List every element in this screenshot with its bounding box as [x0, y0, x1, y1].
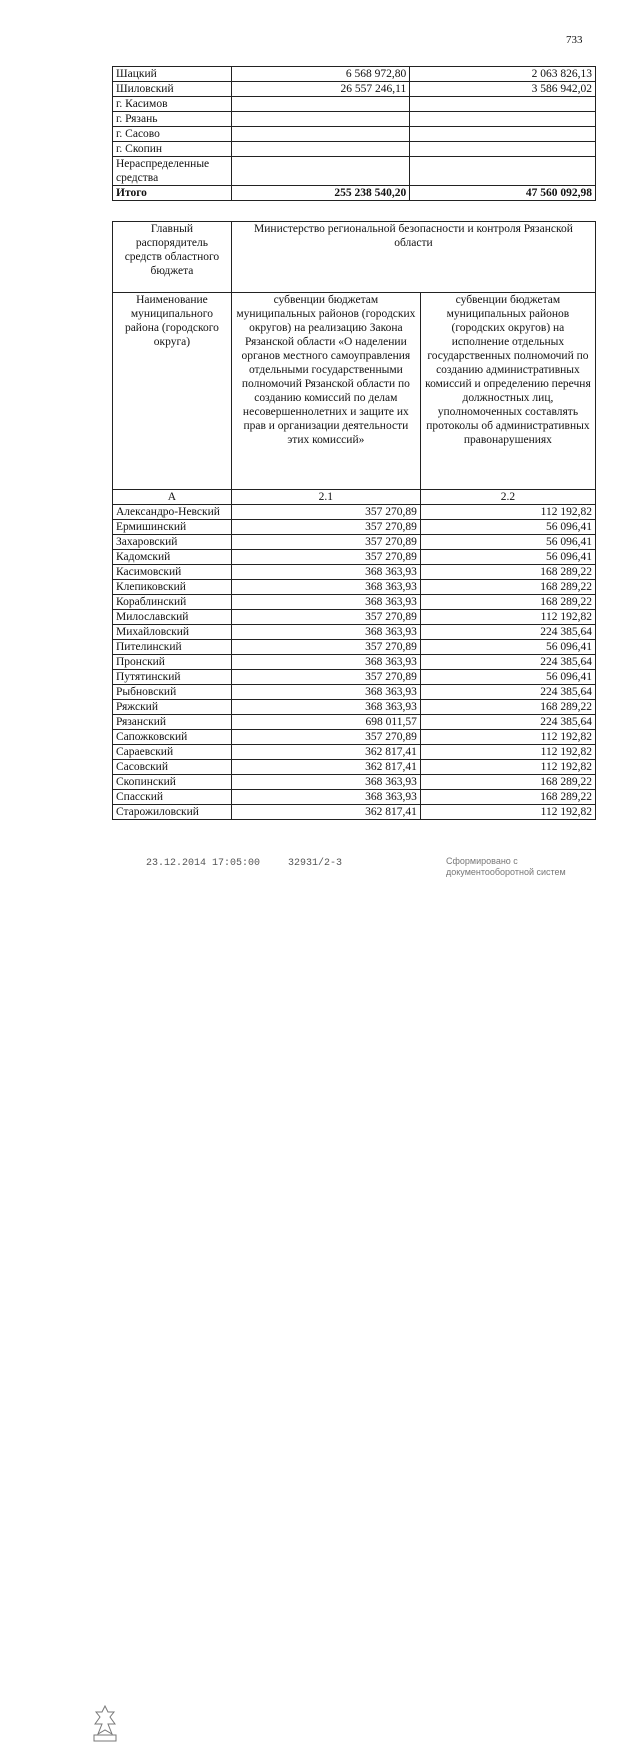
value-2-1: 368 363,93: [231, 625, 420, 640]
district-name: Пронский: [113, 655, 232, 670]
row-value-a: [231, 112, 409, 127]
district-name: Сасовский: [113, 760, 232, 775]
value-2-2: 112 192,82: [420, 805, 595, 820]
summary-row: [113, 97, 596, 112]
total-value-b: 47 560 092,98: [410, 186, 596, 201]
district-name: Рязанский: [113, 715, 232, 730]
district-row: [113, 805, 596, 820]
district-row: [113, 715, 596, 730]
district-row: [113, 595, 596, 610]
value-2-1: 368 363,93: [231, 580, 420, 595]
value-2-1: 368 363,93: [231, 700, 420, 715]
column-label: Наименование муниципального района (городского округа): [113, 293, 232, 490]
value-2-1: 357 270,89: [231, 730, 420, 745]
value-2-1: 357 270,89: [231, 535, 420, 550]
header-main-value: Министерство региональной безопасности и контроля Рязанской области: [231, 222, 595, 293]
district-name: Александро-Невский: [113, 505, 232, 520]
district-row: [113, 640, 596, 655]
district-row: [113, 625, 596, 640]
index-2-2: 2.2: [420, 490, 595, 505]
value-2-1: 362 817,41: [231, 760, 420, 775]
footer-datetime: 23.12.2014 17:05:00: [146, 858, 261, 869]
district-row: [113, 730, 596, 745]
summary-row: [113, 112, 596, 127]
value-2-1: 357 270,89: [231, 550, 420, 565]
total-row: [113, 186, 596, 201]
district-name: Путятинский: [113, 670, 232, 685]
value-2-1: 357 270,89: [231, 520, 420, 535]
district-name: Михайловский: [113, 625, 232, 640]
value-2-2: 56 096,41: [420, 640, 595, 655]
total-label: Итого: [113, 186, 232, 201]
value-2-1: 368 363,93: [231, 595, 420, 610]
footer-doc-id: 32931/2-3: [288, 858, 343, 869]
summary-row: [113, 157, 596, 186]
district-row: [113, 670, 596, 685]
row-value-b: 3 586 942,02: [410, 82, 596, 97]
district-name: Захаровский: [113, 535, 232, 550]
footer-system-line1: Сформировано с: [446, 856, 518, 866]
district-row: [113, 565, 596, 580]
value-2-2: 168 289,22: [420, 790, 595, 805]
district-name: Ряжский: [113, 700, 232, 715]
value-2-1: 368 363,93: [231, 685, 420, 700]
district-name: Сапожковский: [113, 730, 232, 745]
district-row: [113, 520, 596, 535]
value-2-2: 112 192,82: [420, 745, 595, 760]
district-name: Старожиловский: [113, 805, 232, 820]
district-row: [113, 685, 596, 700]
page-number: 733: [566, 34, 583, 46]
district-row: [113, 535, 596, 550]
row-name: г. Касимов: [113, 97, 232, 112]
header-row-columns: [113, 293, 596, 490]
district-name: Ермишинский: [113, 520, 232, 535]
row-value-a: [231, 142, 409, 157]
summary-row: [113, 142, 596, 157]
value-2-2: 112 192,82: [420, 760, 595, 775]
district-name: Кораблинский: [113, 595, 232, 610]
district-name: Спасский: [113, 790, 232, 805]
value-2-1: 368 363,93: [231, 775, 420, 790]
subvention-table: [112, 221, 596, 820]
row-value-b: 2 063 826,13: [410, 67, 596, 82]
district-row: [113, 550, 596, 565]
summary-row: [113, 82, 596, 97]
row-name: Нераспределенные средства: [113, 157, 232, 186]
value-2-1: 357 270,89: [231, 640, 420, 655]
column-2-2: субвенции бюджетам муниципальных районов (городских округов) на исполнение отдельных государственных полномочий по созданию административных комиссий и определению перечня должностных лиц, уполномоченных составлять протоколы об административных правонарушениях: [420, 293, 595, 490]
district-name: Кадомский: [113, 550, 232, 565]
row-name: Шиловский: [113, 82, 232, 97]
row-value-a: [231, 97, 409, 112]
value-2-2: 168 289,22: [420, 775, 595, 790]
row-name: г. Сасово: [113, 127, 232, 142]
value-2-2: 224 385,64: [420, 655, 595, 670]
row-value-a: 6 568 972,80: [231, 67, 409, 82]
value-2-2: 56 096,41: [420, 550, 595, 565]
value-2-1: 368 363,93: [231, 790, 420, 805]
value-2-1: 362 817,41: [231, 745, 420, 760]
summary-row: [113, 127, 596, 142]
summary-table: [112, 66, 596, 201]
index-a: А: [113, 490, 232, 505]
row-name: Шацкий: [113, 67, 232, 82]
value-2-1: 698 011,57: [231, 715, 420, 730]
value-2-2: 168 289,22: [420, 700, 595, 715]
header-main-label: Главный распорядитель средств областного бюджета: [113, 222, 232, 293]
total-value-a: 255 238 540,20: [231, 186, 409, 201]
index-row: [113, 490, 596, 505]
value-2-2: 224 385,64: [420, 625, 595, 640]
row-value-a: [231, 157, 409, 186]
emblem-icon: [90, 1704, 120, 1744]
header-row-main: [113, 222, 596, 293]
index-2-1: 2.1: [231, 490, 420, 505]
district-name: Милославский: [113, 610, 232, 625]
value-2-2: 224 385,64: [420, 715, 595, 730]
value-2-2: 112 192,82: [420, 505, 595, 520]
value-2-1: 357 270,89: [231, 670, 420, 685]
value-2-2: 112 192,82: [420, 610, 595, 625]
row-value-a: 26 557 246,11: [231, 82, 409, 97]
value-2-2: 168 289,22: [420, 595, 595, 610]
column-2-1: субвенции бюджетам муниципальных районов (городских округов) на реализацию Закона Рязанской области «О наделении органов местного самоуправления отдельными государственными полномочий Рязанской области по созданию комиссий по делам несовершеннолетних и защите их прав и организации деятельности этих комиссий»: [231, 293, 420, 490]
footer: [0, 856, 640, 896]
value-2-2: 56 096,41: [420, 670, 595, 685]
district-row: [113, 655, 596, 670]
district-row: [113, 610, 596, 625]
value-2-1: 368 363,93: [231, 655, 420, 670]
row-value-b: [410, 112, 596, 127]
value-2-2: 168 289,22: [420, 565, 595, 580]
value-2-2: 56 096,41: [420, 520, 595, 535]
value-2-1: 362 817,41: [231, 805, 420, 820]
value-2-2: 168 289,22: [420, 580, 595, 595]
row-value-a: [231, 127, 409, 142]
row-value-b: [410, 157, 596, 186]
value-2-2: 56 096,41: [420, 535, 595, 550]
row-value-b: [410, 142, 596, 157]
summary-row: [113, 67, 596, 82]
district-name: Касимовский: [113, 565, 232, 580]
footer-system-line2: документооборотной систем: [446, 867, 566, 877]
value-2-1: 357 270,89: [231, 505, 420, 520]
district-name: Сараевский: [113, 745, 232, 760]
row-value-b: [410, 97, 596, 112]
row-value-b: [410, 127, 596, 142]
district-row: [113, 580, 596, 595]
value-2-1: 357 270,89: [231, 610, 420, 625]
district-name: Рыбновский: [113, 685, 232, 700]
district-row: [113, 760, 596, 775]
district-name: Пителинский: [113, 640, 232, 655]
district-row: [113, 775, 596, 790]
district-row: [113, 505, 596, 520]
row-name: г. Скопин: [113, 142, 232, 157]
district-row: [113, 745, 596, 760]
district-name: Клепиковский: [113, 580, 232, 595]
district-name: Скопинский: [113, 775, 232, 790]
district-row: [113, 700, 596, 715]
district-row: [113, 790, 596, 805]
row-name: г. Рязань: [113, 112, 232, 127]
value-2-2: 224 385,64: [420, 685, 595, 700]
value-2-1: 368 363,93: [231, 565, 420, 580]
value-2-2: 112 192,82: [420, 730, 595, 745]
